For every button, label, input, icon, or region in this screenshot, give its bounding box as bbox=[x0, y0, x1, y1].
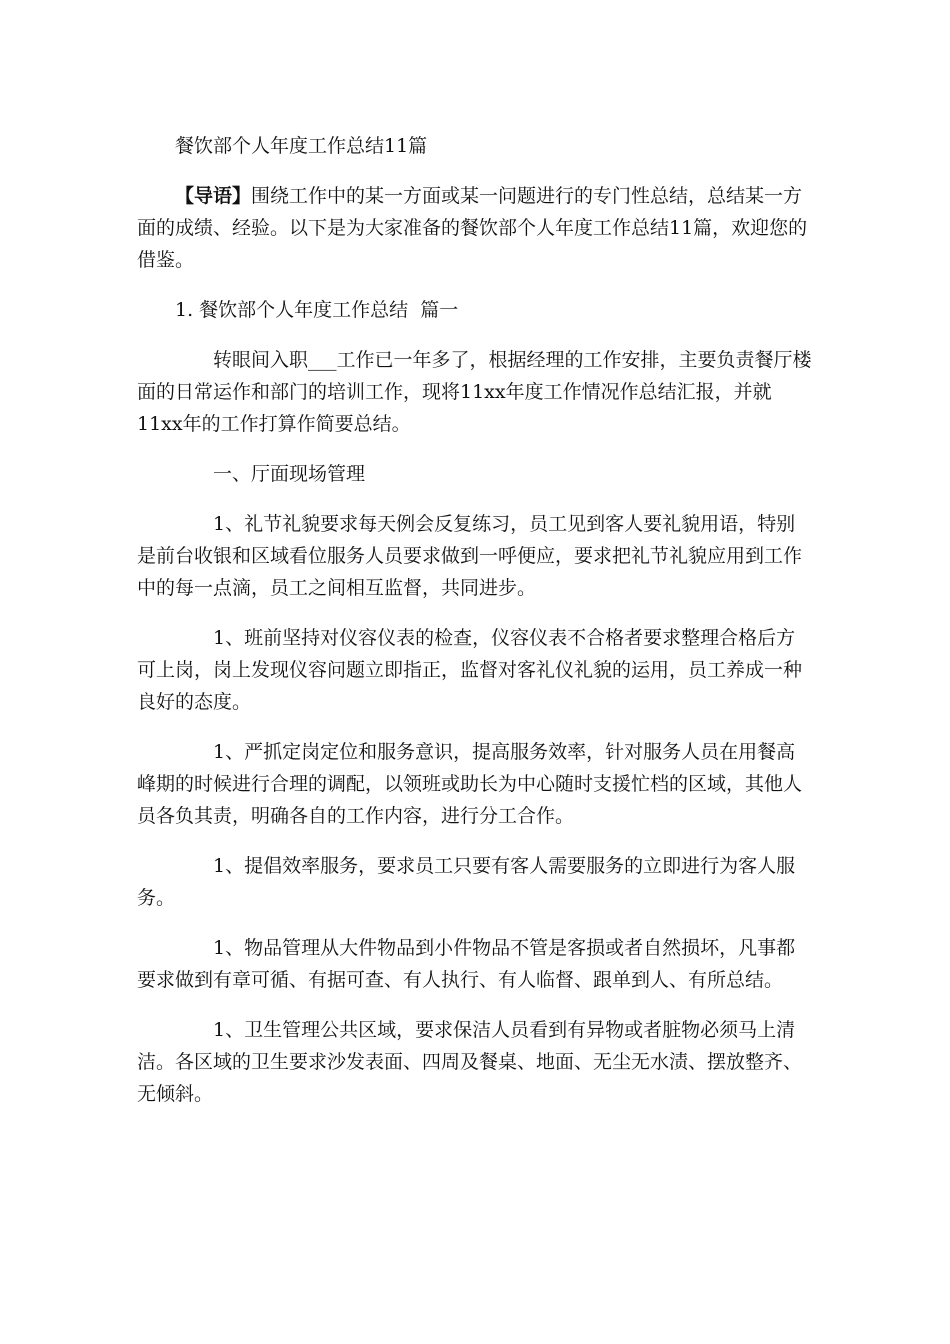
intro-paragraph bbox=[137, 180, 813, 276]
document-title: 餐饮部个人年度工作总结11篇 bbox=[175, 135, 428, 157]
body-paragraph: 1、严抓定岗定位和服务意识，提高服务效率，针对服务人员在用餐高峰期的时候进行合理的调配，以领班或助长为中心随时支援忙档的区域，其他人员各负其责，明确各自的工作内容，进行分工合作。 bbox=[137, 741, 803, 827]
section-title: 1. 餐饮部个人年度工作总结 篇一 bbox=[175, 299, 459, 321]
section-heading: 一、厅面现场管理 bbox=[213, 463, 366, 485]
body-paragraph: 1、物品管理从大件物品到小件物品不管是客损或者自然损坏，凡事都要求做到有章可循、有据可查、有人执行、有人临督、跟单到人、有所总结。 bbox=[137, 937, 796, 991]
intro-label: 【导语】 bbox=[175, 185, 252, 207]
document-page bbox=[137, 130, 813, 1128]
intro-text: 围绕工作中的某一方面或某一问题进行的专门性总结，总结某一方面的成绩、经验。以下是为大家准备的餐饮部个人年度工作总结11篇，欢迎您的借鉴。 bbox=[137, 185, 808, 271]
body-paragraph: 1、班前坚持对仪容仪表的检查，仪容仪表不合格者要求整理合格后方可上岗，岗上发现仪容问题立即指正，监督对客礼仪礼貌的运用，员工养成一种良好的态度。 bbox=[137, 627, 803, 713]
body-paragraph: 1、提倡效率服务，要求员工只要有客人需要服务的立即进行为客人服务。 bbox=[137, 855, 796, 909]
body-paragraph: 1、卫生管理公共区域，要求保洁人员看到有异物或者脏物必须马上清洁。各区域的卫生要求沙发表面、四周及餐桌、地面、无尘无水渍、摆放整齐、无倾斜。 bbox=[137, 1019, 803, 1105]
opening-paragraph: 转眼间入职___工作已一年多了，根据经理的工作安排，主要负责餐厅楼面的日常运作和部门的培训工作，现将11xx年度工作情况作总结汇报，并就11xx年的工作打算作简要总结。 bbox=[137, 349, 812, 435]
body-paragraph: 1、礼节礼貌要求每天例会反复练习，员工见到客人要礼貌用语，特别是前台收银和区域看位服务人员要求做到一呼便应，要求把礼节礼貌应用到工作中的每一点滴，员工之间相互监督，共同进步。 bbox=[137, 513, 803, 599]
